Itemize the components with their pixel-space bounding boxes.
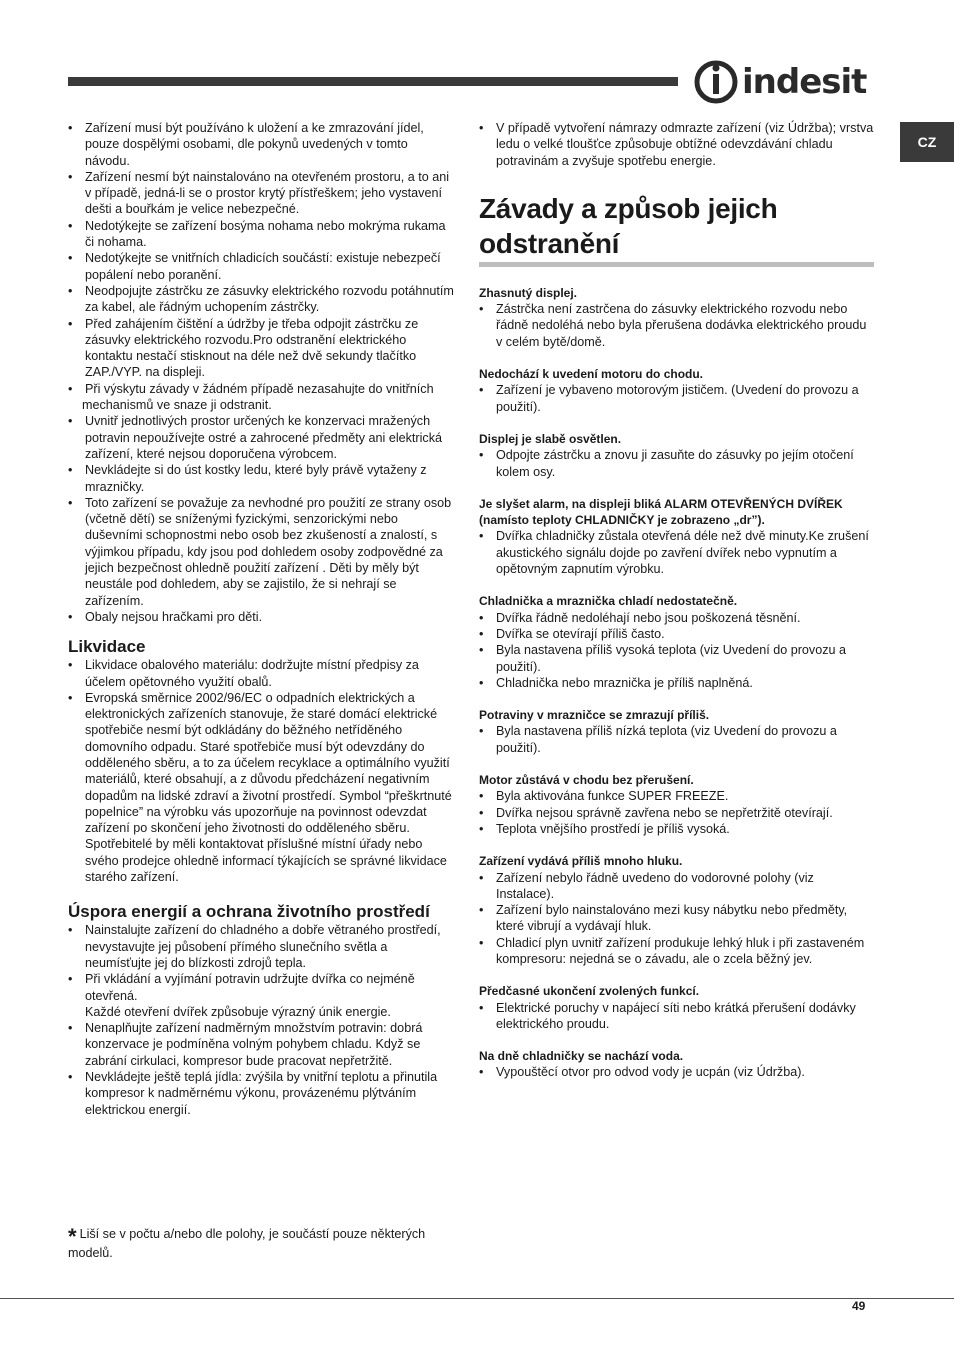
footnote-text: Liší se v počtu a/nebo dle polohy, je součástí pouze některých modelů. bbox=[68, 1227, 426, 1261]
list-item: • Zařízení nebylo řádně uvedeno do vodorovné polohy (viz Instalace). bbox=[479, 870, 874, 903]
list-item: • Chladicí plyn uvnitř zařízení produkuje lehký hluk i při zastaveném kompresoru: nejedná se o závadu, ale o zcela běžný jev. bbox=[479, 935, 874, 968]
list-item: • Byla aktivována funkce SUPER FREEZE. bbox=[479, 788, 874, 804]
indesit-logo bbox=[694, 56, 870, 108]
section-heading: Potraviny v mrazničce se zmrazují příliš. bbox=[479, 708, 710, 723]
list-item: • Při vkládání a vyjímání potravin udržujte dvířka co nejméně otevřená. bbox=[68, 971, 456, 1004]
section-heading: Předčasné ukončení zvolených funkcí. bbox=[479, 984, 700, 999]
list-item: • Toto zařízení se považuje za nevhodné pro použití ze strany osob (včetně dětí) se sníženými fyzickými, senzorickými nebo duševními schopnostmi nebo osob bez zkušeností a znalostí, s výjimkou případu, kdy jsou pod dohledem osoby zodpovědné za jejich bezpečnost ohledně použití zařízení . Děti by měly být neustále pod dohledem, aby se zajistilo, že si nehrají se zařízením. bbox=[68, 495, 456, 609]
list-item: • Chladnička nebo mraznička je příliš naplněná. bbox=[479, 675, 874, 691]
list-item: • Zařízení musí být používáno k uložení a ke zmrazování jídel, pouze dospělými osobami, dle pokynů uvedených v tomto návodu. bbox=[68, 120, 456, 169]
list-item: • Elektrické poruchy v napájecí síti nebo krátká přerušení dodávky elektrického proudu. bbox=[479, 1000, 874, 1033]
energy-list bbox=[68, 922, 456, 1003]
list-item: • Nedotýkejte se zařízení bosýma nohama nebo mokrýma rukama či nohama. bbox=[68, 218, 456, 251]
list-item: • Dvířka chladničky zůstala otevřená déle než dvě minuty.Ke zrušení akustického signálu dojde po zavření dvířek nebo vypnutím a opětovným zapnutím výrobku. bbox=[479, 528, 874, 577]
list-item: • Teplota vnějšího prostředí je příliš vysoká. bbox=[479, 821, 874, 837]
list-item: • Likvidace obalového materiálu: dodržujte místní předpisy za účelem opětovného využití obalů. bbox=[68, 657, 456, 690]
list-item: • Nainstalujte zařízení do chladného a dobře větraného prostředí, nevystavujte jej působení přímého slunečního světla a neumísťujte jej do blízkosti zdrojů tepla. bbox=[68, 922, 456, 971]
troubleshoot-section bbox=[479, 366, 874, 415]
section-heading: Je slyšet alarm, na displeji bliká ALARM OTEVŘENÝCH DVÍŘEK (namísto teploty CHLADNIČKY je zobrazeno „dr”). bbox=[479, 496, 843, 528]
energy-heading: Úspora energií a ochrana životního prostředí bbox=[68, 902, 430, 922]
troubleshoot-section bbox=[479, 853, 874, 967]
disposal-list bbox=[68, 657, 456, 836]
section-heading: Zařízení vydává příliš mnoho hluku. bbox=[479, 854, 683, 869]
section-heading: Zhasnutý displej. bbox=[479, 285, 578, 300]
list-item: • Vypouštěcí otvor pro odvod vody je ucpán (viz Údržba). bbox=[479, 1064, 874, 1080]
section-list bbox=[479, 528, 874, 577]
list-item: • Byla nastavena příliš vysoká teplota (viz Uvedení do provozu a použití). bbox=[479, 642, 874, 675]
list-item: • Nenaplňujte zařízení nadměrným množstvím potravin: dobrá konzervace je podmíněna volným pohybem chladu. Když se zabrání cirkulaci, kompresor bude pracovat nepřetržitě. bbox=[68, 1020, 456, 1069]
section-heading: Chladnička a mraznička chladí nedostatečně. bbox=[479, 594, 738, 609]
list-item: • Dvířka řádně nedoléhají nebo jsou poškozená těsnění. bbox=[479, 610, 874, 626]
list-item: • Při výskytu závady v žádném případě nezasahujte do vnitřních bbox=[68, 381, 456, 397]
list-item: • Uvnitř jednotlivých prostor určených ke konzervaci mražených potravin nepoužívejte ostré a zahrocené předměty ani elektrická zařízení, které nejsou doporučena výrobcem. bbox=[68, 413, 456, 462]
list-item: • Odpojte zástrčku a znovu ji zasuňte do zásuvky po jejím otočení kolem osy. bbox=[479, 447, 874, 480]
section-heading: Na dně chladničky se nachází voda. bbox=[479, 1049, 684, 1064]
troubleshoot-section bbox=[479, 431, 874, 480]
list-item: • Zařízení nesmí být nainstalováno na otevřeném prostoru, a to ani v případě, jedná-li se o prostor krytý přístřeškem; jeho vystavení dešti a bouřkám je velice nebezpečné. bbox=[68, 169, 456, 218]
troubleshoot-section bbox=[479, 772, 874, 837]
page-title: Závady a způsob jejich odstranění bbox=[479, 192, 778, 259]
list-item: • Zařízení je vybaveno motorovým jističem. (Uvedení do provozu a použití). bbox=[479, 382, 874, 415]
header-bar bbox=[68, 77, 678, 86]
section-list bbox=[479, 382, 874, 415]
list-item: • Zařízení bylo nainstalováno mezi kusy nábytku nebo předměty, které vibrují a vydávají hluk. bbox=[479, 902, 874, 935]
list-item: • Neodpojujte zástrčku ze zásuvky elektrického rozvodu potáhnutím za kabel, ale řádným uchopením zástrčky. bbox=[68, 283, 456, 316]
troubleshoot-section bbox=[479, 983, 874, 1032]
safety-list-2 bbox=[68, 413, 456, 625]
logo-wordmark: indesit bbox=[742, 62, 867, 102]
list-item: • Byla nastavena příliš nízká teplota (viz Uvedení do provozu a použití). bbox=[479, 723, 874, 756]
list-item: • Dvířka se otevírají příliš často. bbox=[479, 626, 874, 642]
footer-rule bbox=[0, 1298, 954, 1299]
list-item-continuation: Spotřebitelé by měli kontaktovat příslušné místní úřady nebo svého prodejce ohledně informací týkajících se správné likvidace starého zařízení. bbox=[85, 837, 447, 885]
safety-list bbox=[68, 120, 456, 397]
section-list bbox=[479, 301, 874, 350]
list-item: • Nevkládejte ještě teplá jídla: zvýšila by vnitřní teplotu a přinutila kompresor k nadměrnému výkonu, provázenému plýtváním elektrickou energií. bbox=[68, 1069, 456, 1118]
section-list bbox=[479, 610, 874, 691]
right-column bbox=[479, 120, 874, 1097]
section-list bbox=[479, 1064, 874, 1080]
list-item: • Nedotýkejte se vnitřních chladicích součástí: existuje nebezpečí popálení nebo poranění. bbox=[68, 250, 456, 283]
section-list bbox=[479, 870, 874, 968]
list-item: • Evropská směrnice 2002/96/EC o odpadních elektrických a elektronických zařízeních stanovuje, že staré domácí elektrické spotřebiče nesmí být odkládány do běžného netříděného domovního odpadu. Staré spotřebiče musí být odevzdány do odděleného sběru, a to za účelem recyklace a optimálního využití materiálů, které obsahují, a z důvodu předcházení negativním dopadům na lidské zdraví a životní prostředí. Symbol “přeškrtnuté popelnice” na výrobku vás upozorňuje na povinnost odevzdat zařízení po skončení jeho životnosti do odděleného sběru. bbox=[68, 690, 456, 837]
footnote bbox=[68, 1226, 460, 1262]
page-number: 49 bbox=[852, 1299, 866, 1313]
list-item: • Před zahájením čištění a údržby je třeba odpojit zástrčku ze zásuvky elektrického rozvodu.Pro odstranění elektrického kontaktu nestačí stisknout na déle než dvě sekundy tlačítko ZAP./VYP. na displeji. bbox=[68, 316, 456, 381]
title-rule bbox=[479, 262, 874, 267]
section-heading: Nedochází k uvedení motoru do chodu. bbox=[479, 367, 704, 382]
logo-mark-icon bbox=[694, 56, 738, 108]
list-item: • Zástrčka není zastrčena do zásuvky elektrického rozvodu nebo řádně nedoléhá nebo byla přerušena dodávka elektrického proudu v celém bytě/domě. bbox=[479, 301, 874, 350]
section-list bbox=[479, 723, 874, 756]
troubleshoot-section bbox=[479, 707, 874, 756]
section-heading: Motor zůstává v chodu bez přerušení. bbox=[479, 773, 694, 788]
section-list bbox=[479, 447, 874, 480]
troubleshoot-section bbox=[479, 496, 874, 577]
section-heading: Displej je slabě osvětlen. bbox=[479, 431, 622, 446]
footnote-star: * bbox=[68, 1224, 77, 1249]
list-item-continuation: mechanismů ve snaze ji odstranit. bbox=[82, 398, 272, 413]
section-list bbox=[479, 788, 874, 837]
list-item: • Obaly nejsou hračkami pro děti. bbox=[68, 609, 456, 625]
disposal-heading: Likvidace bbox=[68, 637, 146, 657]
list-item: • Dvířka nejsou správně zavřena nebo se nepřetržitě otevírají. bbox=[479, 805, 874, 821]
list-item: • V případě vytvoření námrazy odmrazte zařízení (viz Údržba); vrstva ledu o velké tloušťce způsobuje obtížné odevzdávání chladu potravinám a zvyšuje spotřebu energie. bbox=[479, 120, 874, 169]
troubleshoot-section bbox=[479, 285, 874, 350]
troubleshoot-section bbox=[479, 1048, 874, 1081]
language-tab: CZ bbox=[900, 122, 954, 162]
troubleshoot-section bbox=[479, 593, 874, 691]
left-column bbox=[68, 120, 456, 1118]
list-item-continuation: Každé otevření dvířek způsobuje výrazný únik energie. bbox=[85, 1004, 391, 1019]
troubleshooting-sections bbox=[479, 285, 874, 1081]
section-list bbox=[479, 1000, 874, 1033]
defrost-list bbox=[479, 120, 874, 169]
energy-list-2 bbox=[68, 1020, 456, 1118]
list-item: • Nevkládejte si do úst kostky ledu, které byly právě vytaženy z mrazničky. bbox=[68, 462, 456, 495]
